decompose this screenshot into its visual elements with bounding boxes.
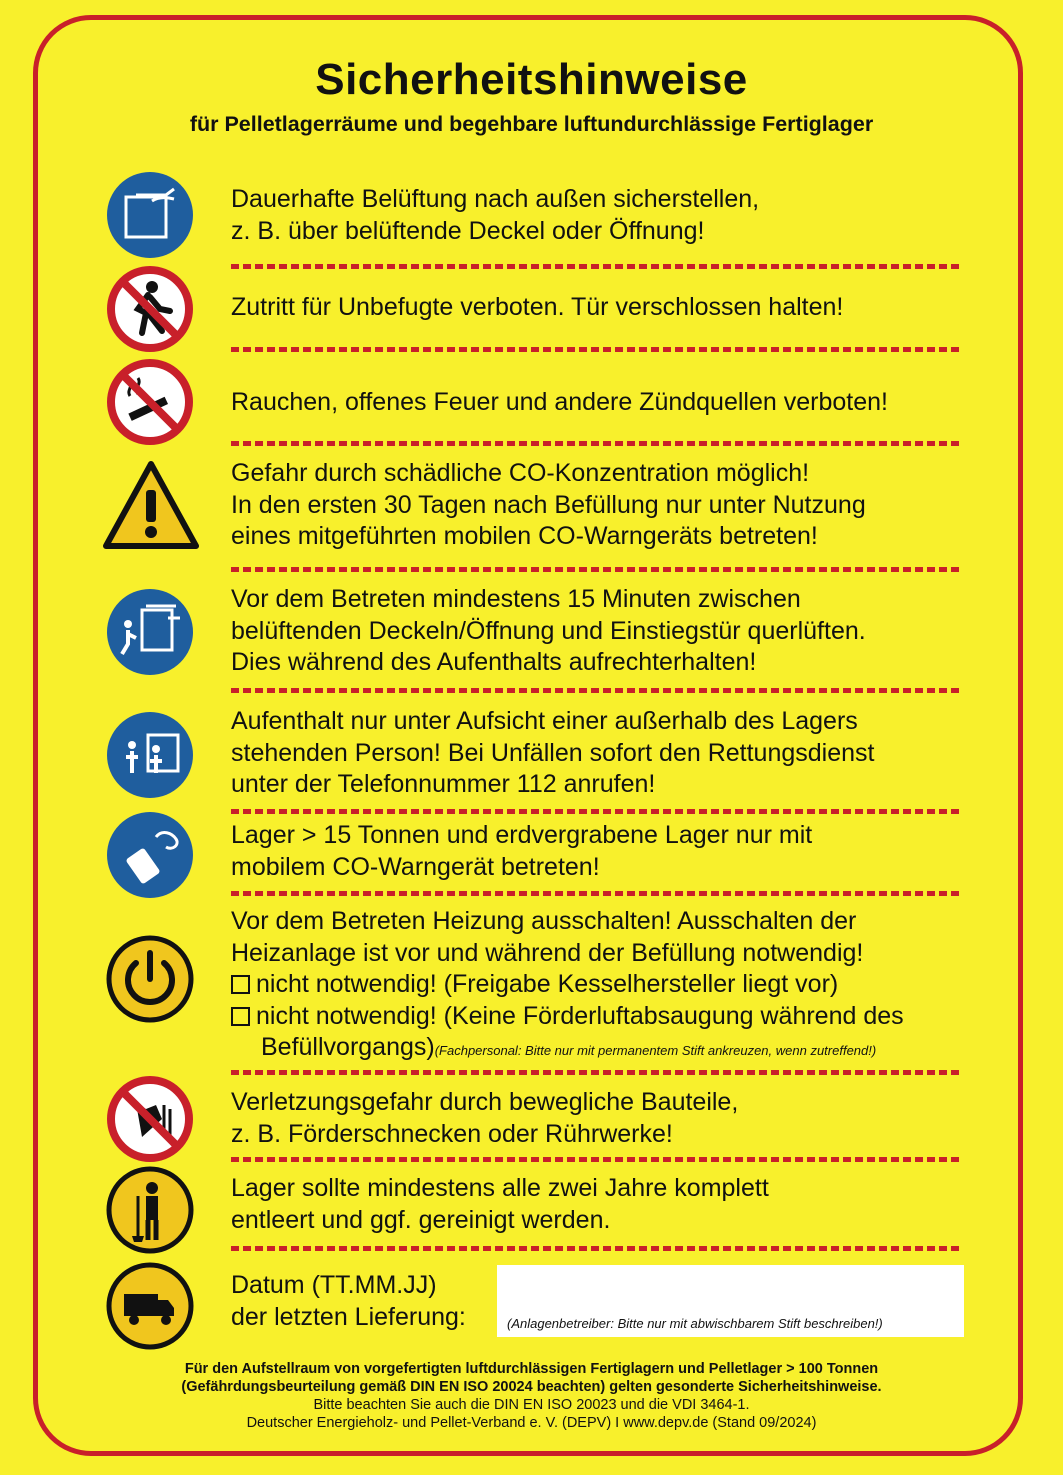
checkbox-boiler-approval[interactable] [231, 975, 250, 994]
separator [231, 1246, 962, 1251]
ventilation-icon [106, 171, 194, 259]
item-power-off-text: Vor dem Betreten Heizung ausschalten! Ausschalten der Heizanlage ist vor und während der Befüllung notwendig! nicht notwendig! (Freigabe Kesselhersteller liegt vor) nicht notwendig! (Keine Förderluftabsaugung während des Befüllvorgangs)(Fachpersonal: Bitte nur mit permanentem Stift ankreuzen, wenn zutreffend!) [231, 907, 904, 1061]
item-co-warning-text: Gefahr durch schädliche CO-Konzentration möglich! In den ersten 30 Tagen nach Befüllung nur unter Nutzung eines mitgeführten mobilen CO-Warngeräts betreten! [231, 459, 866, 550]
item-cross-ventilation-text: Vor dem Betreten mindestens 15 Minuten zwischen belüftenden Deckeln/Öffnung und Einstiegstür querlüften. Dies während des Aufenthalts aufrechterhalten! [231, 585, 866, 676]
separator [231, 891, 962, 896]
item-co-detector-text: Lager > 15 Tonnen und erdvergrabene Lager nur mit mobilem CO-Warngerät betreten! [231, 821, 813, 881]
separator [231, 688, 962, 693]
no-moving-parts-icon [106, 1075, 194, 1163]
delivery-date-field[interactable] [497, 1265, 964, 1337]
separator [231, 1157, 962, 1162]
separator [231, 264, 962, 269]
item-supervision-text: Aufenthalt nur unter Aufsicht einer außerhalb des Lagers stehenden Person! Bei Unfällen sofort den Rettungsdienst unter der Telefonnummer 112 anrufen! [231, 707, 875, 798]
item-cleaning-text: Lager sollte mindestens alle zwei Jahre komplett entleert und ggf. gereinigt werden. [231, 1174, 769, 1234]
cleaning-person-icon [106, 1166, 194, 1254]
item-moving-parts-text: Verletzungsgefahr durch bewegliche Bauteile, z. B. Förderschnecken oder Rührwerke! [231, 1088, 739, 1148]
delivery-truck-icon [106, 1262, 194, 1350]
separator [231, 567, 962, 572]
footer: Für den Aufstellraum von vorgefertigten luftdurchlässigen Fertiglagern und Pelletlager > 100 Tonnen (Gefährdungsbeurteilung gemäß DIN EN ISO 20024 beachten) gelten gesonderte Sicherheitshinweise. Bitte beachten Sie auch die DIN EN ISO 20023 und die VDI 3464-1. Deutscher Energieholz- und Pellet-Verband e. V. (DEPV) I www.depv.de (Stand 09/2024) [181, 1361, 882, 1431]
no-smoking-icon [106, 358, 194, 446]
supervision-icon [106, 711, 194, 799]
separator [231, 441, 962, 446]
checkbox-note: (Fachpersonal: Bitte nur mit permanentem Stift ankreuzen, wenn zutreffend!) [434, 1043, 877, 1058]
page-title: Sicherheitshinweise [315, 55, 748, 104]
checkbox-no-air-extraction[interactable] [231, 1007, 250, 1026]
item-no-entry-text: Zutritt für Unbefugte verboten. Tür verschlossen halten! [231, 293, 844, 321]
cross-ventilation-icon [106, 588, 194, 676]
power-off-icon [106, 935, 194, 1023]
separator [231, 1070, 962, 1075]
date-field-hint: (Anlagenbetreiber: Bitte nur mit abwischbarem Stift beschreiben!) [507, 1316, 883, 1331]
co-detector-icon [106, 811, 194, 899]
item-ventilation-text: Dauerhafte Belüftung nach außen sicherstellen, z. B. über belüftende Deckel oder Öffnung! [231, 185, 760, 245]
separator [231, 347, 962, 352]
item-delivery-text: Datum (TT.MM.JJ) der letzten Lieferung: [231, 1271, 466, 1331]
warning-triangle-icon [103, 460, 199, 550]
page-subtitle: für Pelletlagerräume und begehbare luftundurchlässige Fertiglager [189, 112, 874, 136]
separator [231, 809, 962, 814]
item-no-smoking-text: Rauchen, offenes Feuer und andere Zündquellen verboten! [231, 388, 888, 416]
no-entry-unauthorized-icon [106, 265, 194, 353]
